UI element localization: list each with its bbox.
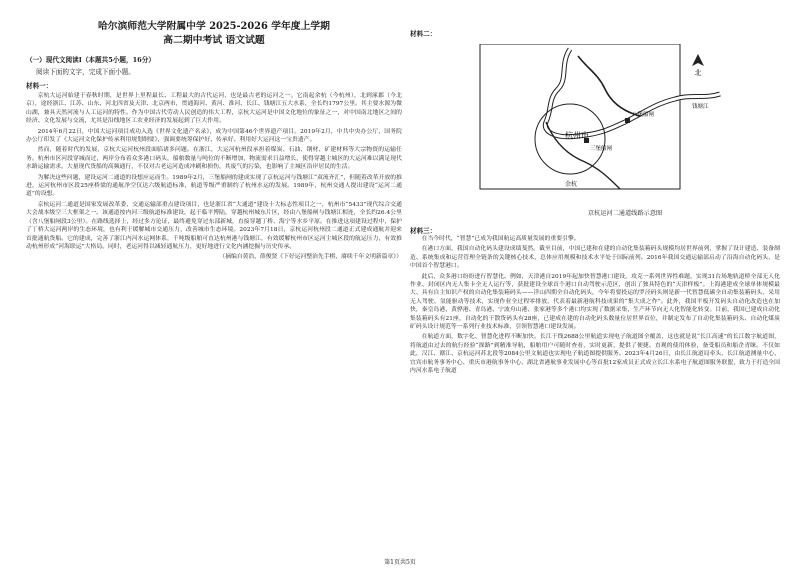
material1-paragraph: 然而，随着时代的发展，京杭大运河杭州段面临诸多问题。在浙江，大运河杭州段承担着煤炭、石油、钢材、矿建材料等大宗物资的运输任务。杭州市区河段穿城而过，两岸分布着众多港口码头，船舶数量与吨位的不断增加，物流需求日益增长，使得穿越主城区的大运河难以满足现代水路运输需求。大量现代货船的高频通行，不仅对古老运河造成冲刷和损伤，其废气的污染，也影响了主城区沿岸居民的生活。: [26, 147, 402, 171]
map-figure: [460, 44, 750, 204]
babao-lock-marker: [625, 118, 630, 123]
exam-title-line1: 哈尔滨师范大学附属中学 2025-2026 学年度上学期: [98, 21, 330, 32]
map-label-hangzhou: 杭州市: [565, 131, 589, 140]
page-footer: 第1页共5页: [384, 559, 416, 566]
right-column: [410, 28, 780, 378]
material2-label: 材料二：: [410, 30, 437, 38]
material1-citation: （摘编自黄浩、薛俊贤《下好运河整治先手棋，赓续千年文明新篇章》）: [219, 254, 402, 261]
map-label-sanbao: 三堡船闸: [590, 146, 613, 152]
map-label-yuhang: 余杭: [565, 181, 578, 188]
left-column: [26, 20, 402, 262]
second-channel-line: [578, 56, 640, 116]
exam-title-line2: 高二期中考试 语文试题: [163, 35, 265, 46]
material1-paragraph: 京杭运河二通道是国家发展改革委、交通运输部重点建设项目，也是浙江省“大通道”建设十大标志性项目之一，杭州市“5433”现代综合交通大会战本级空三大框架之一。该通道按内河三级航道标准建设，起于临平博陆，穿越杭州城东片区，经由八堡船闸与钱塘江相连，全长约26.4公里（含八堡船闸段3公里）。在路线选择上，经过多方论证，最终避免穿过东部新城，直接穿越丁桥、海宁等水乡平原。在推进这项建设过程中，保护了丁桥大运河两岸的生态环境，也有利于缓解城市交通压力，改善城市生态环境。2023年7月18日，京杭运河杭州段二通道正式建成通航并迎来首批通航货船。它的建成，完善了浙江内河水运网体系，千吨级船舶可直达杭州港与钱塘江，有效缓解杭州市区运河主城区段的航运压力，有效推动杭州形成“河海联运”大格局。同时，老运河得以减轻通航压力，更好地进行文化内涵挖掘与历史传承。: [26, 201, 402, 250]
canal-route-map: [460, 44, 750, 204]
material3-paragraph: 此后，众多港口纷纷进行智慧化。例如，天津港自2019年起加快智慧港口建设，攻克一系列世界性难题，实现31台场地轨道桥全部无人化作业、封闭区内无人集卡全无人运行等，获批建设全球首个港口自动驾驶示范区，创出了独具特色的“天津样板”。上海港建成全球单体规模最大、具有自主知识产权的自动化集装箱码头——洋山四期全自动化码头，今年将要投运的罗泾码头则是新一代智慧低碳全自动集装箱码头，采用无人驾驶、氢能驱动等技术，实现作业全过程零排放，代表着最新港航科技成果的“集大成之作”。此外，我国平板开发码头自动化改造也在加快，秦皇岛港、黄骅港、青岛港、宁波舟山港、张家港等多个港口均实现了数据采集，生产环节向无人化智能化转变。目前，我国已建成自动化集装箱码头有21座，自动化的干散货码头有28座，已建成在建的自动化码头数量位居世界首位，并制定发布了自动化集装箱码头、自动化煤炭矿码头设计规范等一系列行业技术标准，引领智慧港口建设发展。: [410, 273, 780, 331]
material3-paragraph: 在港口方面，我国自动化码头建设成绩斐然。截至目前，中国已建和在建的自动化集装箱码头规模均居世界前列，掌握了设计建造、装备制造、系统集成和运营管理全链条的关键核心技术，总体应用规模和技术水平处于国际前列。2016年我国交通运输部启动了沿海自动化码头，是中国首个智慧港口。: [410, 246, 780, 270]
section-instruction: 阅读下面的文字，完成下面小题。: [36, 68, 135, 76]
material1-paragraph: 2014年6月22日，中国大运河项目成功入选《世界文化遗产名录》，成为中国第46个世界遗产项目。2019年2月，中共中央办公厅、国务院办公厅印发了《大运河文化保护传承利用规划纲要》，强调要统筹保护好、传承好、利用好大运河这一宝贵遗产。: [26, 128, 402, 144]
material3-paragraph: 在当今时代，“智慧”已成为我国航运高质量发展的重要引擎。: [421, 236, 580, 242]
material1-paragraph: 京杭大运河始建于春秋时期，是世界上里程最长、工程最大的古代运河，也是最古老的运河之一。它南起余杭（今杭州），北到涿郡（今北京），途经浙江、江苏、山东、河北四省及天津、北京两市，贯通海河、黄河、淮河、长江、钱塘江五大水系，全长约1797公里。其主要水源为微山湖，兼具天然河流与人工运河的特性。作为中国古代劳动人民创造的伟大工程，京杭大运河是中国文化地位的象征之一，对中国南北地区之间的经济、文化发展与交流，尤其是沿线地区工农业经济的发展起到了巨大作用。: [26, 93, 402, 125]
map-label-qiantang: 钱塘江: [692, 104, 709, 110]
map-label-north: 北: [694, 69, 702, 77]
material1-label: 材料一：: [26, 82, 53, 90]
section-heading: （一）现代文阅读Ⅰ（本题共5小题，16分）: [26, 56, 155, 64]
map-label-babao: 八堡船闸: [632, 112, 655, 118]
north-arrow-icon: [692, 54, 704, 66]
material3-label: 材料三：: [410, 227, 437, 235]
canal-main-inner: [545, 49, 720, 137]
canal-main-line: [545, 49, 720, 137]
material1-paragraph: 为解决这些问题，建设运河二通道的设想应运而生。1989年2月，三堡船闸的建成实现了京杭运河与钱塘江“双流齐汇”，但随着改革开放的推进，运河杭州市区段25座桥梁的通航净空仅达六级航道标准，航道等级严重制约了杭州水运的发展。1989年，杭州交通人提出建设“运河二通道”的设想。: [26, 174, 402, 198]
map-caption: 京杭运河二通道线路示意图: [587, 210, 663, 217]
material3-paragraph: 在航道方面，数字化、智慧化进程不断加快。长江干线2688公里航道实现电子航道图全覆盖，这也就是说“长江高速”的长江数字航道图，将航道由过去的航行经验“探路”到精准导航，船舶用户可随时查看，实时更新，提供了便捷、直观的使用体验，备受船员和船企青睐。不仅如此，汉江、赣江、京杭运河苏北段等2084公里文航道也实现电子航道图提供服务。2023年4月26日，由长江航道局牵头，长江航道测量中心、宜宾市航务事务中心、重庆市港航事务中心、湖北省港航事业发展中心等首批12家成员正式成立长江水系电子航道图服务联盟，致力于打造全国内河水系电子航道: [410, 334, 780, 375]
